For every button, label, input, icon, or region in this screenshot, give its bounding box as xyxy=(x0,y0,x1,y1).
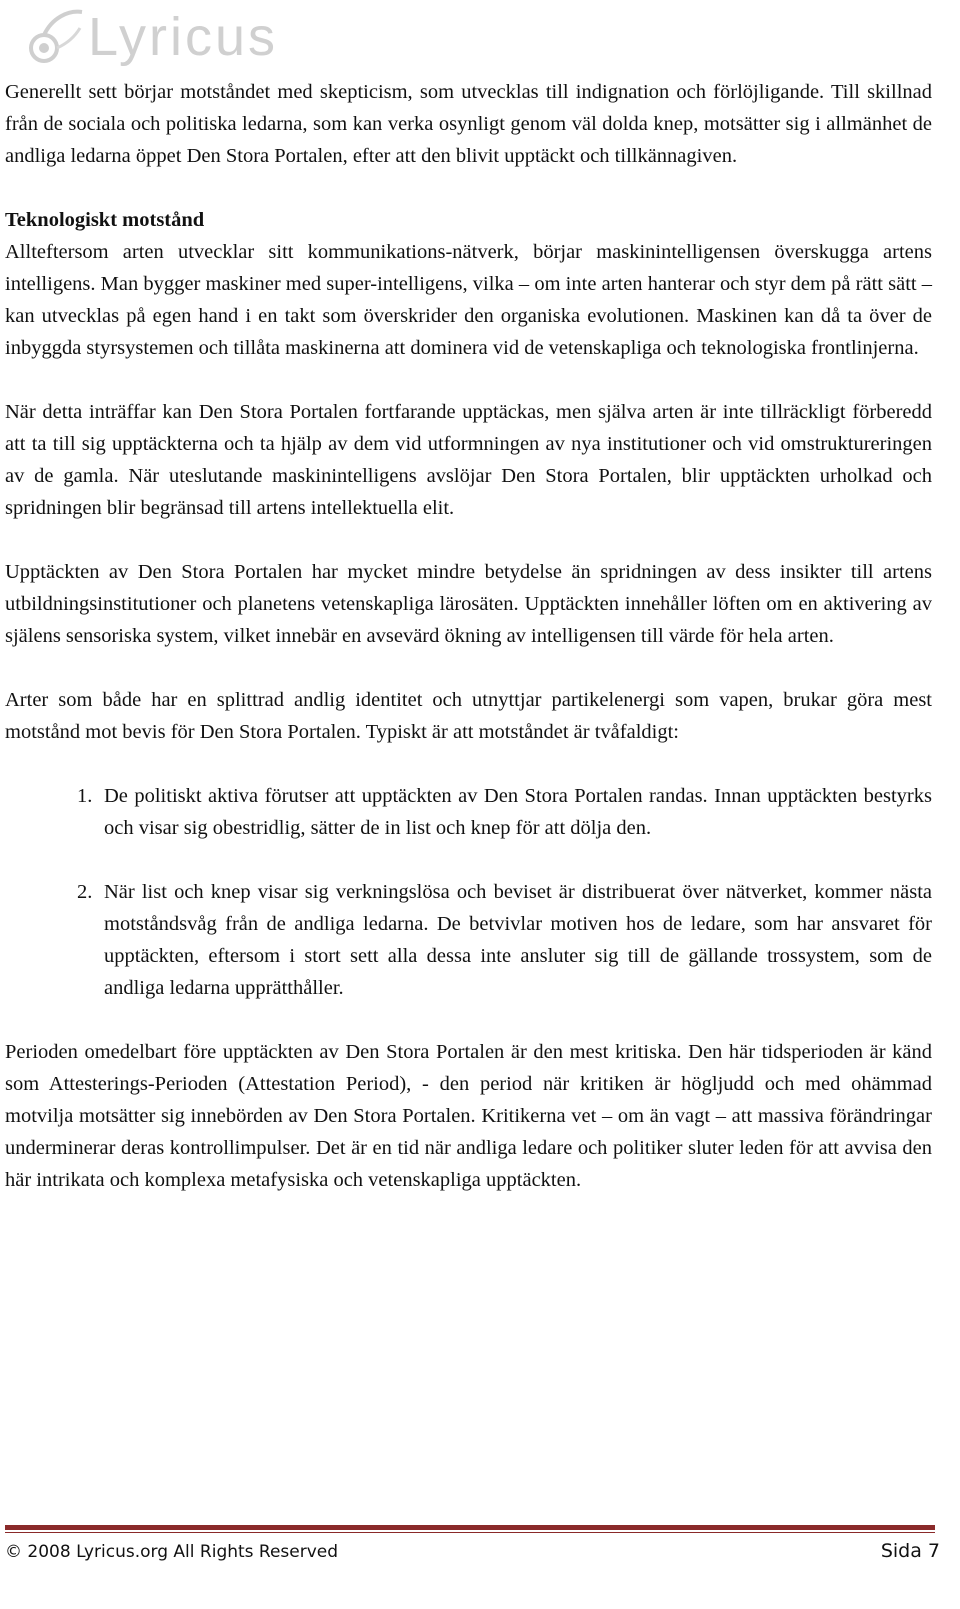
list-number: 2. xyxy=(77,881,93,903)
paragraph-1: Allteftersom arten utvecklar sitt kommunikations-nätverk, börjar maskinintelligensen överskugga artens intelligens. Man bygger maskiner med super-intelligens, vilka – om inte arten hanterar och styr dem på rätt sätt – kan utvecklas på egen hand i en takt som överskrider den organiska evolutionen. Maskinen kan då ta över de inbyggda styrsystemen och tillåta maskinerna att dominera vid de vetenskapliga och teknologiska frontlinjerna. xyxy=(5,241,932,359)
paragraph-2: När detta inträffar kan Den Stora Portalen fortfarande upptäckas, men själva arten är inte tillräckligt förberedd att ta till sig upptäckterna och ta hjälp av dem vid utformningen av nya institutioner och vid omstruktureringen av de gamla. När uteslutande maskinintelligens avslöjar Den Stora Portalen, blir upptäckten urholkad och spridningen blir begränsad till artens intellektuella elit. xyxy=(5,401,932,519)
footer-rule-thin xyxy=(5,1532,935,1533)
numbered-list xyxy=(5,780,932,1004)
paragraph-3: Upptäckten av Den Stora Portalen har mycket mindre betydelse än spridningen av dess insikter till artens utbildningsinstitutioner och planetens vetenskapliga lärosäten. Upptäckten innehåller löften om en aktivering av själens sensoriska system, vilket innebär en avsevärd ökning av intelligensen till värde för hela arten. xyxy=(5,561,932,647)
list-item xyxy=(5,780,932,844)
page-number: Sida 7 xyxy=(880,1540,940,1562)
section-technological-resistance xyxy=(5,204,932,748)
document-body xyxy=(5,76,932,1228)
section-heading: Teknologiskt motstånd xyxy=(5,209,205,231)
paragraph-4: Arter som både har en splittrad andlig identitet och utnyttjar partikelenergi som vapen, brukar göra mest motstånd mot bevis för Den Stora Portalen. Typiskt är att motståndet är tvåfaldigt: xyxy=(5,689,932,743)
intro-paragraph: Generellt sett börjar motståndet med skepticism, som utvecklas till indignation och förlöjligande. Till skillnad från de sociala och politiska ledarna, som kan verka osynligt genom väl dolda knep, motsätter sig i allmänhet de andliga ledarna öppet Den Stora Portalen, efter att den blivit upptäckt och tillkännagiven. xyxy=(5,81,932,167)
list-item-text: När list och knep visar sig verkningslösa och beviset är distribuerat över nätverket, kommer nästa motståndsvåg från de andliga ledarna. De betvivlar motiven hos de ledare, som har ansvaret för upptäckten, eftersom i stort sett alla dessa inte ansluter sig till de gällande trossystem, som de andliga ledarna upprätthåller. xyxy=(104,881,932,999)
list-number: 1. xyxy=(77,785,93,807)
closing-paragraph: Perioden omedelbart före upptäckten av Den Stora Portalen är den mest kritiska. Den här tidsperioden är känd som Attesterings-Perioden (Attestation Period), - den period när kritiken är högljudd och med ohämmad motvilja motsätter sig innebörden av Den Stora Portalen. Kritikerna vet – om än vagt – att massiva förändringar underminerar deras kontrollimpulser. Det är en tid när andliga ledare och politiker sluter leden för att avvisa den här intrikata och komplexa metafysiska och vetenskapliga upptäckten. xyxy=(5,1041,932,1191)
footer-copyright: © 2008 Lyricus.org All Rights Reserved xyxy=(5,1542,339,1562)
list-item-text: De politiskt aktiva förutser att upptäckten av Den Stora Portalen randas. Innan upptäckten bestyrks och visar sig obestridlig, sätter de in list och knep för att dölja den. xyxy=(104,785,932,839)
lyricus-logo xyxy=(22,2,278,72)
footer-rule xyxy=(5,1525,935,1530)
list-item xyxy=(5,876,932,1004)
logo-wordmark: Lyricus xyxy=(88,7,279,67)
lyricus-logo-icon xyxy=(22,4,86,70)
